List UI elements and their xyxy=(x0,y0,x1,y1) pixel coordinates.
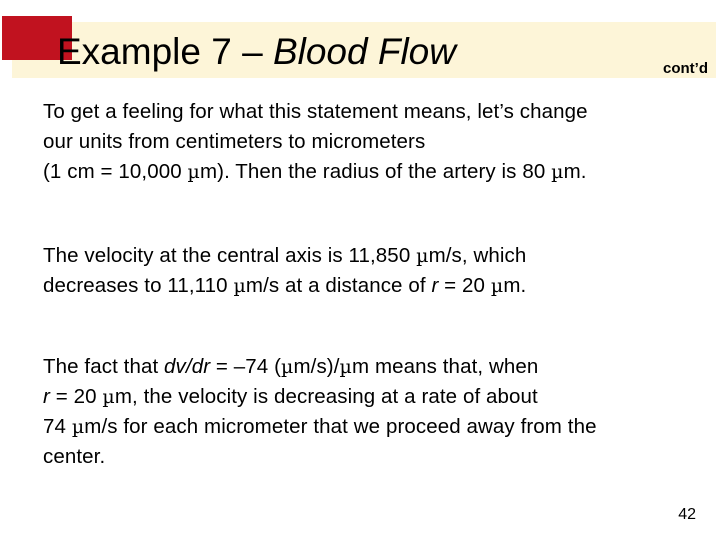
mu-symbol: µ xyxy=(551,161,564,183)
paragraph-derivative xyxy=(43,352,708,472)
text-run: m. xyxy=(563,160,587,183)
text-run: = –74 ( xyxy=(210,355,282,378)
title-prefix: Example 7 – xyxy=(57,31,273,72)
mu-symbol: µ xyxy=(71,416,85,438)
text-line xyxy=(43,442,708,472)
text-run: m, the velocity is decreasing at a rate of about xyxy=(114,385,538,408)
text-run: = 20 xyxy=(438,274,491,297)
page-number: 42 xyxy=(678,506,696,523)
mu-symbol: µ xyxy=(416,245,429,267)
mu-symbol: µ xyxy=(339,356,352,378)
text-line xyxy=(43,127,708,157)
text-line xyxy=(43,352,708,382)
derivative-dv-dr: dv/dr xyxy=(164,355,211,378)
mu-symbol: µ xyxy=(233,275,246,297)
text-line xyxy=(43,241,708,271)
text-line xyxy=(43,271,708,301)
mu-symbol: µ xyxy=(102,386,115,408)
paragraph-velocity xyxy=(43,241,708,301)
variable-r: r xyxy=(43,385,50,408)
text-line xyxy=(43,412,708,442)
text-run: m). Then the radius of the artery is 80 xyxy=(199,160,552,183)
text-run: To get a feeling for what this statement means, let’s change xyxy=(43,100,588,123)
text-line xyxy=(43,157,708,187)
text-run: = 20 xyxy=(49,385,103,408)
text-line xyxy=(43,97,708,127)
mu-symbol: µ xyxy=(187,161,200,183)
mu-symbol: µ xyxy=(490,275,504,297)
text-run: m/s, which xyxy=(428,244,527,267)
variable-r: r xyxy=(431,274,439,297)
text-run: center. xyxy=(43,445,106,468)
text-run: The fact that xyxy=(43,355,165,378)
text-run: (1 cm = 10,000 xyxy=(43,160,188,183)
text-run: our units from centimeters to micrometers xyxy=(43,130,426,153)
continued-label: cont’d xyxy=(663,60,708,77)
text-run: m. xyxy=(503,274,527,297)
text-run: m means that, when xyxy=(351,355,539,378)
text-run: decreases to 11,110 xyxy=(43,274,234,297)
title-emphasis: Blood Flow xyxy=(272,31,456,72)
text-run: m/s)/ xyxy=(293,355,340,378)
text-run: m/s for each micrometer that we proceed away from the xyxy=(84,415,597,438)
text-run: m/s at a distance of xyxy=(245,274,432,297)
slide-title xyxy=(57,30,456,74)
text-run: The velocity at the central axis is 11,850 xyxy=(43,244,417,267)
text-run: 74 xyxy=(43,415,72,438)
mu-symbol: µ xyxy=(281,356,294,378)
paragraph-units xyxy=(43,97,708,187)
text-line xyxy=(43,382,708,412)
